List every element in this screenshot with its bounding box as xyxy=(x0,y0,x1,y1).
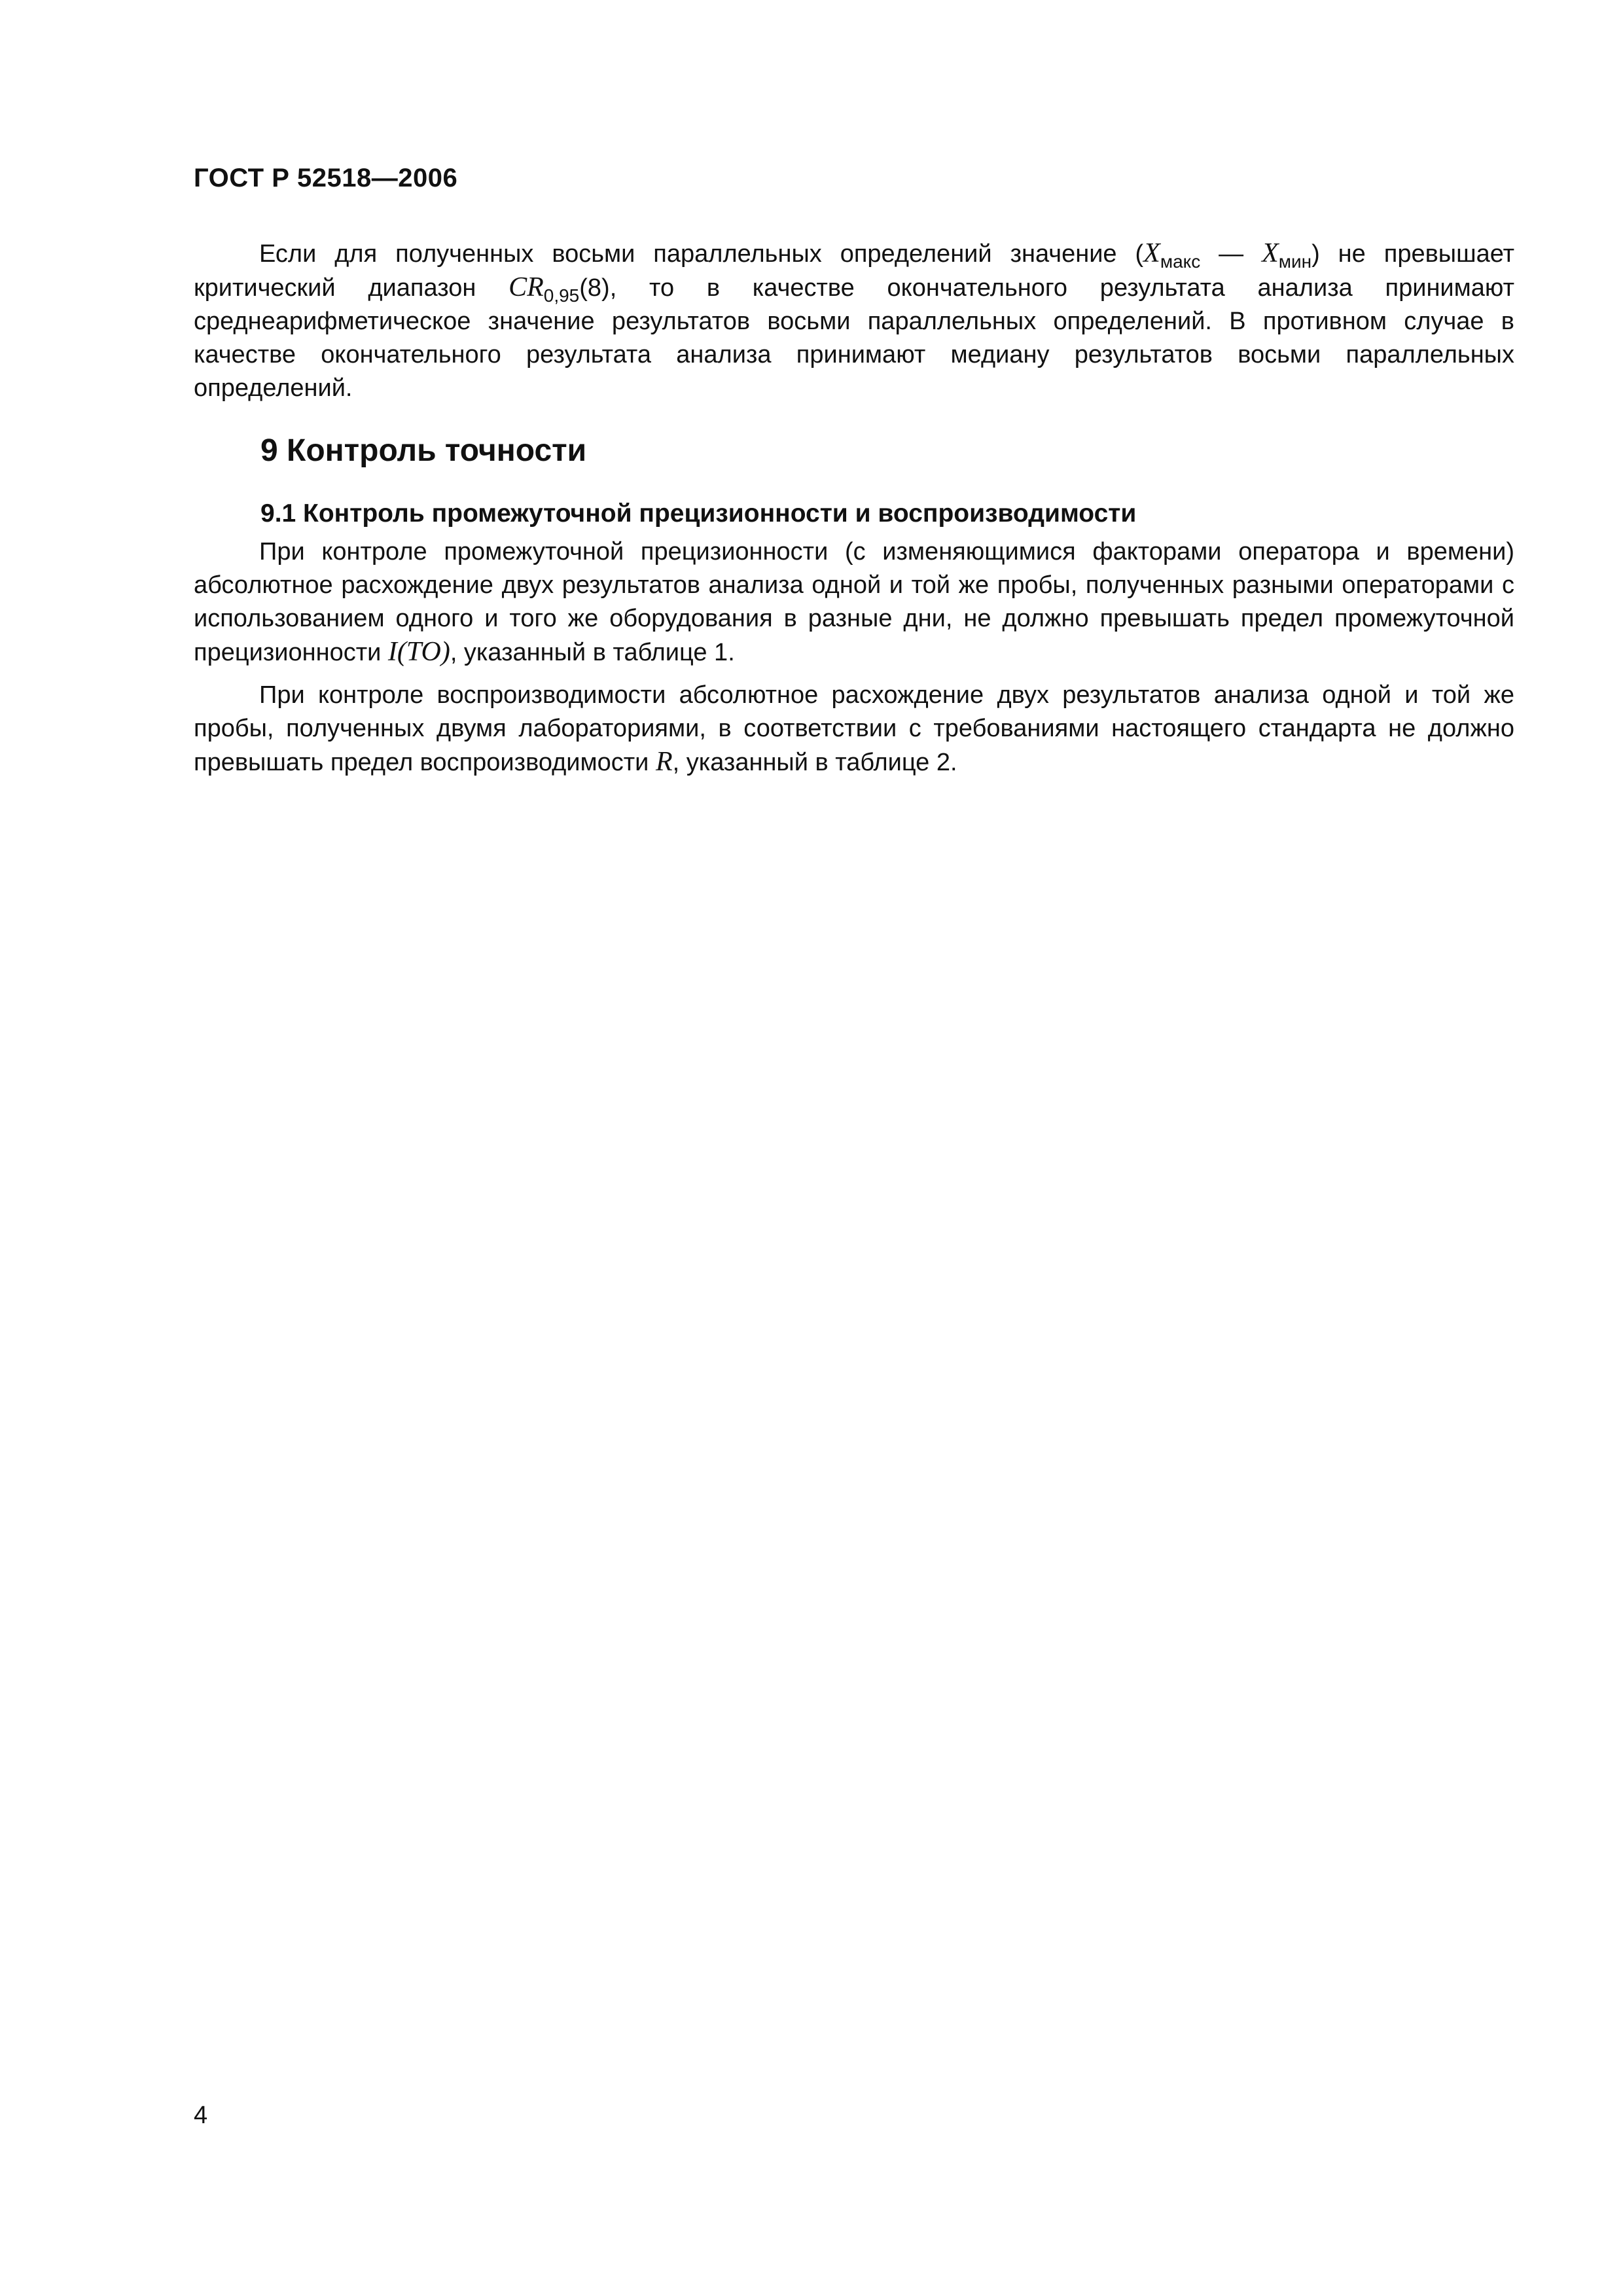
intro-text-part1: Если для полученных восьми параллельных определений значение ( xyxy=(259,240,1144,268)
precision-text-part2: , указанный в таблице 1. xyxy=(450,639,735,666)
subsection-heading: 9.1 Контроль промежуточной прецизионности и воспроизводимости xyxy=(260,499,1137,528)
section-text-block xyxy=(194,535,1514,780)
precision-text-part1: При контроле промежуточной прецизионности (с изменяющимися факторами оператора и времени) абсолютное расхождение двух результатов анализа одной и той же пробы, полученных разными операторами с использованием одного и того же оборудования в разные дни, не должно превышать предел промежуточной прецизионности xyxy=(194,538,1514,666)
x-min-symbol: $X_{мин}$ xyxy=(1262,238,1312,272)
cr-symbol: $CR_{0,95}$ xyxy=(508,272,580,306)
intro-text-block xyxy=(194,237,1514,405)
reproducibility-text-part2: , указанный в таблице 2. xyxy=(672,749,957,776)
intro-paragraph xyxy=(194,237,1514,405)
x-max-symbol: $X_{макс}$ xyxy=(1143,238,1201,272)
document-code-header: ГОСТ Р 52518—2006 xyxy=(194,164,458,192)
reproducibility-text-part1: При контроле воспроизводимости абсолютное расхождение двух результатов анализа одной и той же пробы, полученных двумя лабораториями, в соответствии с требованиями настоящего стандарта не должно превышать предел воспроизводимости xyxy=(194,681,1514,776)
cr-subscript: 0,95 xyxy=(543,285,580,306)
precision-paragraph xyxy=(194,535,1514,670)
dash: — xyxy=(1200,240,1262,268)
intro-text-part2: ) не превышает критический диапазон xyxy=(194,240,1514,302)
x-max-subscript: макс xyxy=(1160,251,1201,272)
page-number: 4 xyxy=(194,2102,208,2129)
intro-text-part3: (8), то в качестве окончательного результата анализа принимают среднеарифметическое значение результатов восьми параллельных определений. В противном случае в качестве окончательного результата анализа принимают медиану результатов восьми параллельных определений. xyxy=(194,274,1514,402)
reproducibility-paragraph xyxy=(194,679,1514,780)
r-symbol: R xyxy=(655,747,673,777)
section-heading: 9 Контроль точности xyxy=(260,433,587,468)
x-min-subscript: мин xyxy=(1278,251,1312,272)
ito-symbol: I(TO) xyxy=(387,637,450,667)
